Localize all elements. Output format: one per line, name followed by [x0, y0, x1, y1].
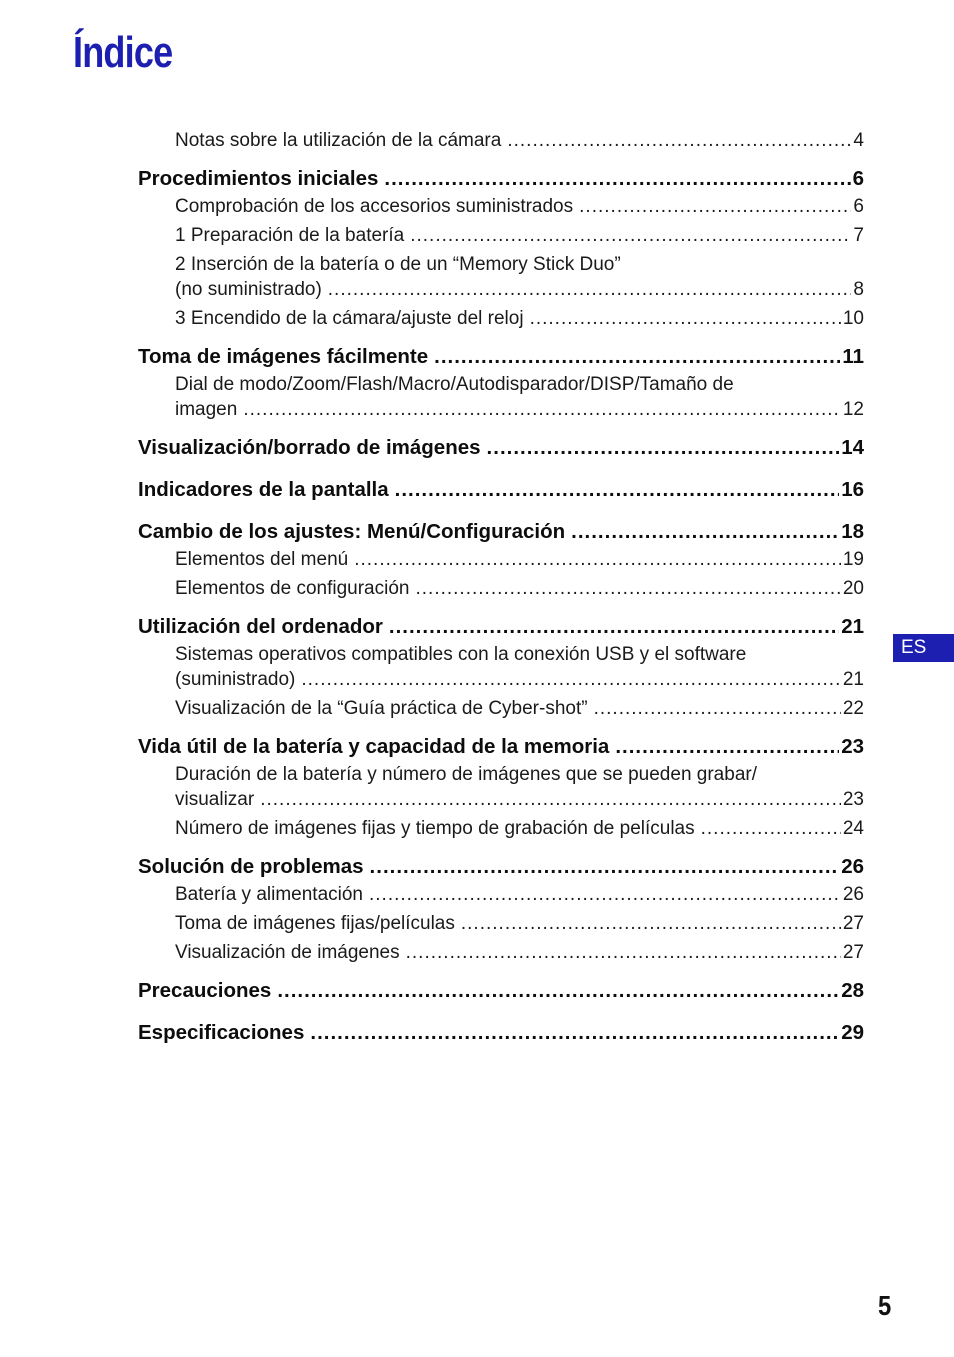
dot-leader: [354, 549, 841, 571]
toc-section-page: 18: [841, 520, 864, 543]
toc-section-visualizacion[interactable]: [138, 436, 864, 460]
dot-leader: [410, 225, 851, 247]
toc-section-label: Vida útil de la batería y capacidad de la memoria: [138, 735, 610, 758]
toc-entry-page: 4: [853, 130, 864, 151]
page-title: Índice: [73, 28, 173, 77]
toc-entry-label: 3 Encendido de la cámara/ajuste del reloj: [175, 308, 524, 329]
toc-entry-label: (no suministrado): [175, 279, 322, 300]
dot-leader: [301, 669, 840, 691]
toc-entry-menu[interactable]: [175, 549, 864, 571]
toc-entry-page: 6: [853, 196, 864, 217]
dot-leader: [579, 196, 851, 218]
dot-leader: [389, 615, 839, 639]
table-of-contents: [138, 130, 864, 1045]
dot-leader: [415, 578, 840, 600]
toc-entry-bateria[interactable]: [175, 884, 864, 906]
toc-entry-dial-line1[interactable]: Dial de modo/Zoom/Flash/Macro/Autodisparador/DISP/Tamaño de: [175, 374, 734, 395]
toc-entry-notas[interactable]: [175, 130, 864, 152]
toc-section-page: 28: [841, 979, 864, 1002]
dot-leader: [507, 130, 851, 152]
toc-section-label: Toma de imágenes fácilmente: [138, 345, 429, 368]
toc-entry-insercion[interactable]: [175, 279, 864, 301]
dot-leader: [277, 979, 839, 1003]
toc-section-label: Indicadores de la pantalla: [138, 478, 389, 501]
dot-leader: [328, 279, 852, 301]
toc-entry-label: imagen: [175, 399, 238, 420]
toc-entry-duracion-line1[interactable]: Duración de la batería y número de imágenes que se pueden grabar/: [175, 764, 757, 785]
toc-entry-page: 8: [853, 279, 864, 300]
toc-section-page: 26: [841, 855, 864, 878]
toc-entry-page: 12: [842, 399, 864, 420]
toc-entry-label: Número de imágenes fijas y tiempo de grabación de películas: [175, 818, 695, 839]
toc-entry-page: 27: [842, 942, 864, 963]
toc-entry-insercion-line1[interactable]: 2 Inserción de la batería o de un “Memory Stick Duo”: [175, 254, 621, 275]
toc-entry-page: 26: [842, 884, 864, 905]
toc-section-label: Solución de problemas: [138, 855, 364, 878]
toc-section-page: 14: [841, 436, 864, 459]
dot-leader: [461, 913, 841, 935]
dot-leader: [434, 345, 840, 369]
toc-section-ordenador[interactable]: [138, 615, 864, 639]
toc-entry-page: 7: [853, 225, 864, 246]
toc-section-procedimientos[interactable]: [138, 167, 864, 191]
toc-entry-label: Toma de imágenes fijas/películas: [175, 913, 455, 934]
toc-section-especificaciones[interactable]: [138, 1021, 864, 1045]
toc-entry-encendido[interactable]: [175, 308, 864, 330]
toc-entry-page: 27: [842, 913, 864, 934]
toc-entry-label: Visualización de la “Guía práctica de Cyber-shot”: [175, 698, 588, 719]
dot-leader: [369, 884, 841, 906]
toc-entry-page: 23: [842, 789, 864, 810]
dot-leader: [260, 789, 841, 811]
toc-entry-guia[interactable]: [175, 698, 864, 720]
toc-entry-page: 19: [842, 549, 864, 570]
toc-entry-page: 22: [842, 698, 864, 719]
toc-entry-configuracion[interactable]: [175, 578, 864, 600]
toc-entry-duracion[interactable]: [175, 789, 864, 811]
toc-entry-label: Elementos del menú: [175, 549, 349, 570]
toc-entry-sistemas[interactable]: [175, 669, 864, 691]
toc-entry-label: Comprobación de los accesorios suministrados: [175, 196, 574, 217]
toc-entry-label: Visualización de imágenes: [175, 942, 400, 963]
toc-entry-dial[interactable]: [175, 399, 864, 421]
dot-leader: [701, 818, 841, 840]
toc-entry-sistemas-line1[interactable]: Sistemas operativos compatibles con la conexión USB y el software: [175, 644, 747, 665]
toc-section-precauciones[interactable]: [138, 979, 864, 1003]
dot-leader: [615, 735, 839, 759]
toc-entry-label: Batería y alimentación: [175, 884, 363, 905]
toc-entry-label: Notas sobre la utilización de la cámara: [175, 130, 502, 151]
toc-section-label: Precauciones: [138, 979, 272, 1002]
toc-entry-numero-imagenes[interactable]: [175, 818, 864, 840]
toc-section-label: Cambio de los ajustes: Menú/Configuración: [138, 520, 566, 543]
dot-leader: [406, 942, 841, 964]
toc-entry-preparacion[interactable]: [175, 225, 864, 247]
toc-section-label: Especificaciones: [138, 1021, 305, 1044]
dot-leader: [384, 167, 850, 191]
toc-entry-page: 20: [842, 578, 864, 599]
toc-section-solucion[interactable]: [138, 855, 864, 879]
toc-entry-accesorios[interactable]: [175, 196, 864, 218]
toc-section-cambio[interactable]: [138, 520, 864, 544]
toc-section-toma[interactable]: [138, 345, 864, 369]
toc-section-vida-util[interactable]: [138, 735, 864, 759]
dot-leader: [370, 855, 840, 879]
toc-entry-page: 10: [842, 308, 864, 329]
toc-section-page: 11: [842, 345, 864, 368]
dot-leader: [310, 1021, 839, 1045]
toc-section-page: 23: [841, 735, 864, 758]
toc-entry-label: Elementos de configuración: [175, 578, 410, 599]
dot-leader: [243, 399, 841, 421]
toc-section-page: 29: [841, 1021, 864, 1044]
dot-leader: [487, 436, 840, 460]
toc-entry-page: 21: [842, 669, 864, 690]
toc-section-label: Procedimientos iniciales: [138, 167, 379, 190]
toc-entry-page: 24: [842, 818, 864, 839]
dot-leader: [395, 478, 840, 502]
toc-section-page: 6: [852, 167, 864, 190]
dot-leader: [594, 698, 841, 720]
page-number: 5: [878, 1290, 892, 1321]
dot-leader: [530, 308, 841, 330]
toc-section-label: Visualización/borrado de imágenes: [138, 436, 481, 459]
toc-section-page: 16: [841, 478, 864, 501]
toc-section-page: 21: [841, 615, 864, 638]
language-tab: ES: [893, 634, 954, 662]
toc-entry-label: visualizar: [175, 789, 255, 810]
dot-leader: [571, 520, 839, 544]
toc-entry-label: 1 Preparación de la batería: [175, 225, 405, 246]
toc-entry-toma-fijas[interactable]: [175, 913, 864, 935]
toc-section-indicadores[interactable]: [138, 478, 864, 502]
toc-entry-visualizacion-imagenes[interactable]: [175, 942, 864, 964]
toc-section-label: Utilización del ordenador: [138, 615, 383, 638]
toc-entry-label: (suministrado): [175, 669, 296, 690]
